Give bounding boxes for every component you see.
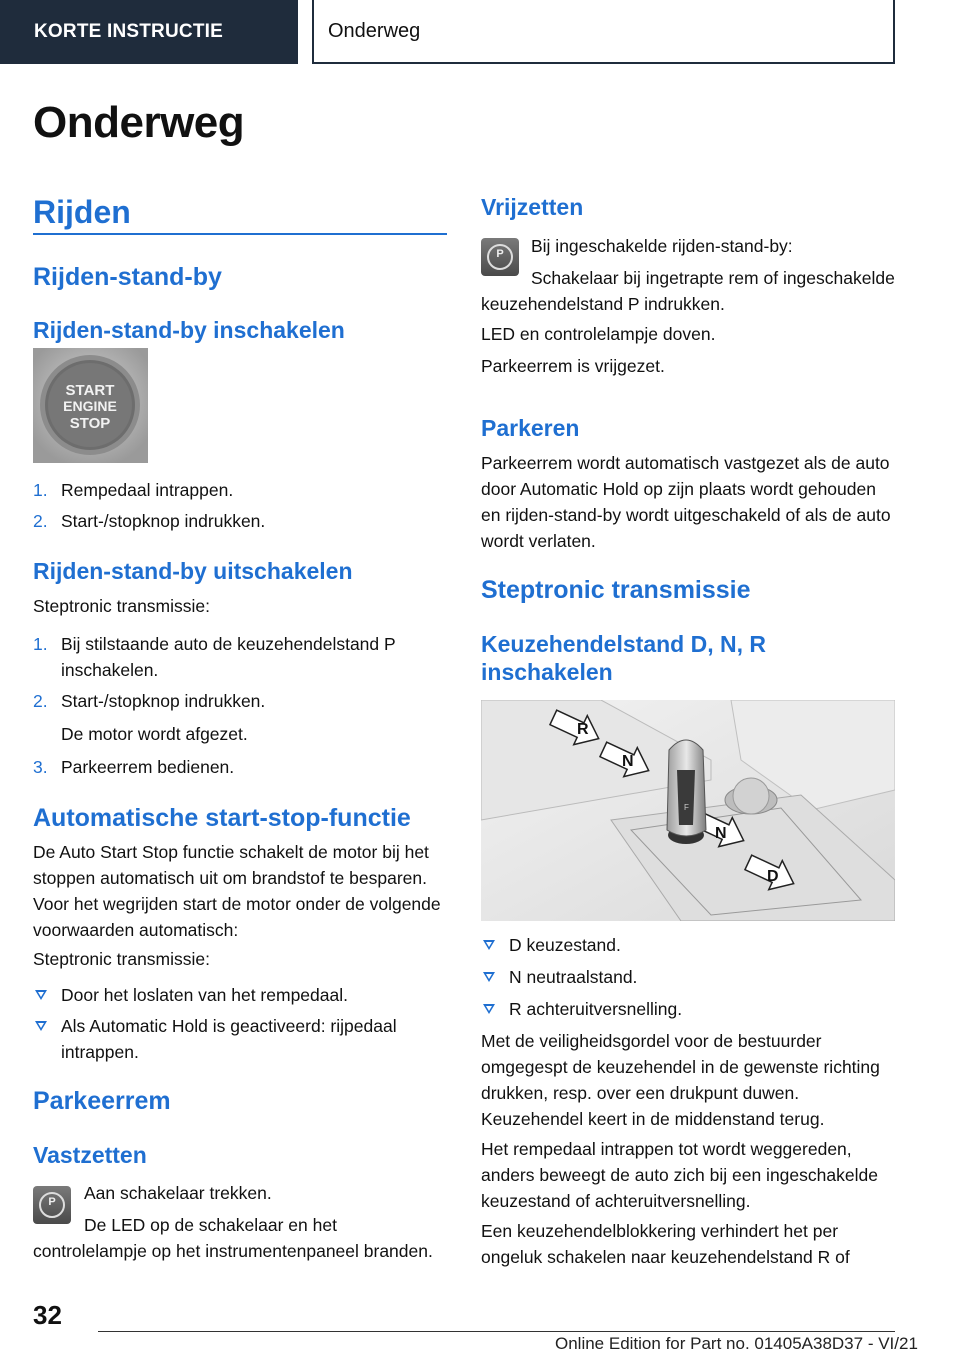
gear-label-d: D xyxy=(767,868,779,885)
button-text-engine: ENGINE xyxy=(63,398,117,414)
triangle-bullet-icon xyxy=(35,1021,47,1031)
list-number: 2. xyxy=(33,691,48,711)
list-number: 1. xyxy=(33,634,48,654)
start-stop-button-image xyxy=(33,348,148,463)
gear-paragraph-3: Een keuzehendelblokkering verhindert het per ongeluk schakelen naar keuzehendelstand R of xyxy=(481,1221,850,1267)
list-text: R achteruitversnelling. xyxy=(509,999,683,1019)
heading-rijden-stand-by: Rijden-stand-by xyxy=(33,263,222,291)
gear-label-n-top: N xyxy=(622,753,634,770)
triangle-bullet-icon xyxy=(483,940,495,950)
release-step-2: Schakelaar bij ingetrapte rem of ingeschakelde keuzehendelstand P indrukken. xyxy=(481,268,895,314)
heading-vrijzetten: Vrijzetten xyxy=(481,194,584,220)
gear-selector-image xyxy=(481,700,895,921)
release-step-3: LED en controlelampje doven. xyxy=(481,324,716,344)
triangle-bullet-icon xyxy=(483,1004,495,1014)
header-section-tab: KORTE INSTRUCTIE xyxy=(0,0,298,64)
heading-vastzetten: Vastzetten xyxy=(33,1142,147,1168)
gear-label-r: R xyxy=(577,721,589,738)
gear-paragraph-1: Met de veiligheidsgordel voor de bestuurder omgegespt de keuzehendel in de gewenste richting drukken, resp. over een drukpunt duwen. Keuzehendel keert in de middenstand terug. xyxy=(481,1031,880,1129)
gear-paragraph-2: Het rempedaal intrappen tot wordt weggereden, anders beweegt de auto zich bij een ingeschakelde keuzestand of achteruitversnelling. xyxy=(481,1139,878,1211)
list-text: Start-/stopknop indrukken. xyxy=(61,691,266,711)
parking-brake-icon: P xyxy=(481,238,519,276)
list-text: N neutraalstand. xyxy=(509,967,638,987)
parking-paragraph: Parkeerrem wordt automatisch vastgezet als de auto door Automatic Hold op zijn plaats wordt gehouden en rijden-stand-by wordt uitgeschakeld of als de auto wordt verlaten. xyxy=(481,453,891,551)
release-step-1: Bij ingeschakelde rijden-stand-by: xyxy=(531,236,793,256)
list-text: Als Automatic Hold is geactiveerd: rijpedaal intrappen. xyxy=(61,1016,397,1062)
heading-steptronic: Steptronic transmissie xyxy=(481,576,751,604)
list-number: 1. xyxy=(33,480,48,500)
heading-select-gear: Keuzehendelstand D, N, R inschakelen xyxy=(481,631,766,685)
section-rule xyxy=(33,233,447,235)
list-text: Bij stilstaande auto de keuzehendelstand P inschakelen. xyxy=(61,634,396,680)
gear-label-n-bottom: N xyxy=(715,825,727,842)
heading-parkeerrem: Parkeerrem xyxy=(33,1087,171,1115)
header-chapter-tab: Onderweg xyxy=(312,0,895,64)
triangle-bullet-icon xyxy=(35,990,47,1000)
heading-stand-by-off: Rijden-stand-by uitschakelen xyxy=(33,558,353,584)
heading-stand-by-on: Rijden-stand-by inschakelen xyxy=(33,317,345,343)
autostart-intro: Steptronic transmissie: xyxy=(33,949,211,969)
list-text: D keuzestand. xyxy=(509,935,621,955)
footer-edition: Online Edition for Part no. 01405A38D37 - VI/21 xyxy=(555,1334,918,1353)
button-text-start: START xyxy=(65,382,115,399)
apply-step-1: Aan schakelaar trekken. xyxy=(84,1183,272,1203)
parking-brake-icon: P xyxy=(33,1186,71,1224)
list-text: Rempedaal intrappen. xyxy=(61,480,234,500)
button-text-stop: STOP xyxy=(69,415,111,432)
off-intro: Steptronic transmissie: xyxy=(33,596,211,616)
list-number: 3. xyxy=(33,757,48,777)
section-title-rijden: Rijden xyxy=(33,194,131,230)
autostart-paragraph: De Auto Start Stop functie schakelt de motor bij het stoppen automatisch uit om brandstof te besparen. Voor het wegrijden start de motor onder de volgende voorwaarden automatisch: xyxy=(33,842,441,940)
page-title: Onderweg xyxy=(33,98,245,147)
list-text: Door het loslaten van het rempedaal. xyxy=(61,985,348,1005)
list-text: De motor wordt afgezet. xyxy=(61,724,248,744)
list-text: Start-/stopknop indrukken. xyxy=(61,511,266,531)
release-step-4: Parkeerrem is vrijgezet. xyxy=(481,356,665,376)
apply-step-2: De LED op de schakelaar en het controlelampje op het instrumentenpaneel branden. xyxy=(33,1215,433,1261)
heading-parkeren: Parkeren xyxy=(481,415,580,441)
heading-auto-start-stop: Automatische start-stop-functie xyxy=(33,804,411,832)
list-text: Parkeerrem bedienen. xyxy=(61,757,235,777)
footer-rule xyxy=(98,1331,895,1332)
page-number: 32 xyxy=(33,1300,62,1330)
triangle-bullet-icon xyxy=(483,972,495,982)
svg-text:F: F xyxy=(684,803,689,812)
list-number: 2. xyxy=(33,511,48,531)
